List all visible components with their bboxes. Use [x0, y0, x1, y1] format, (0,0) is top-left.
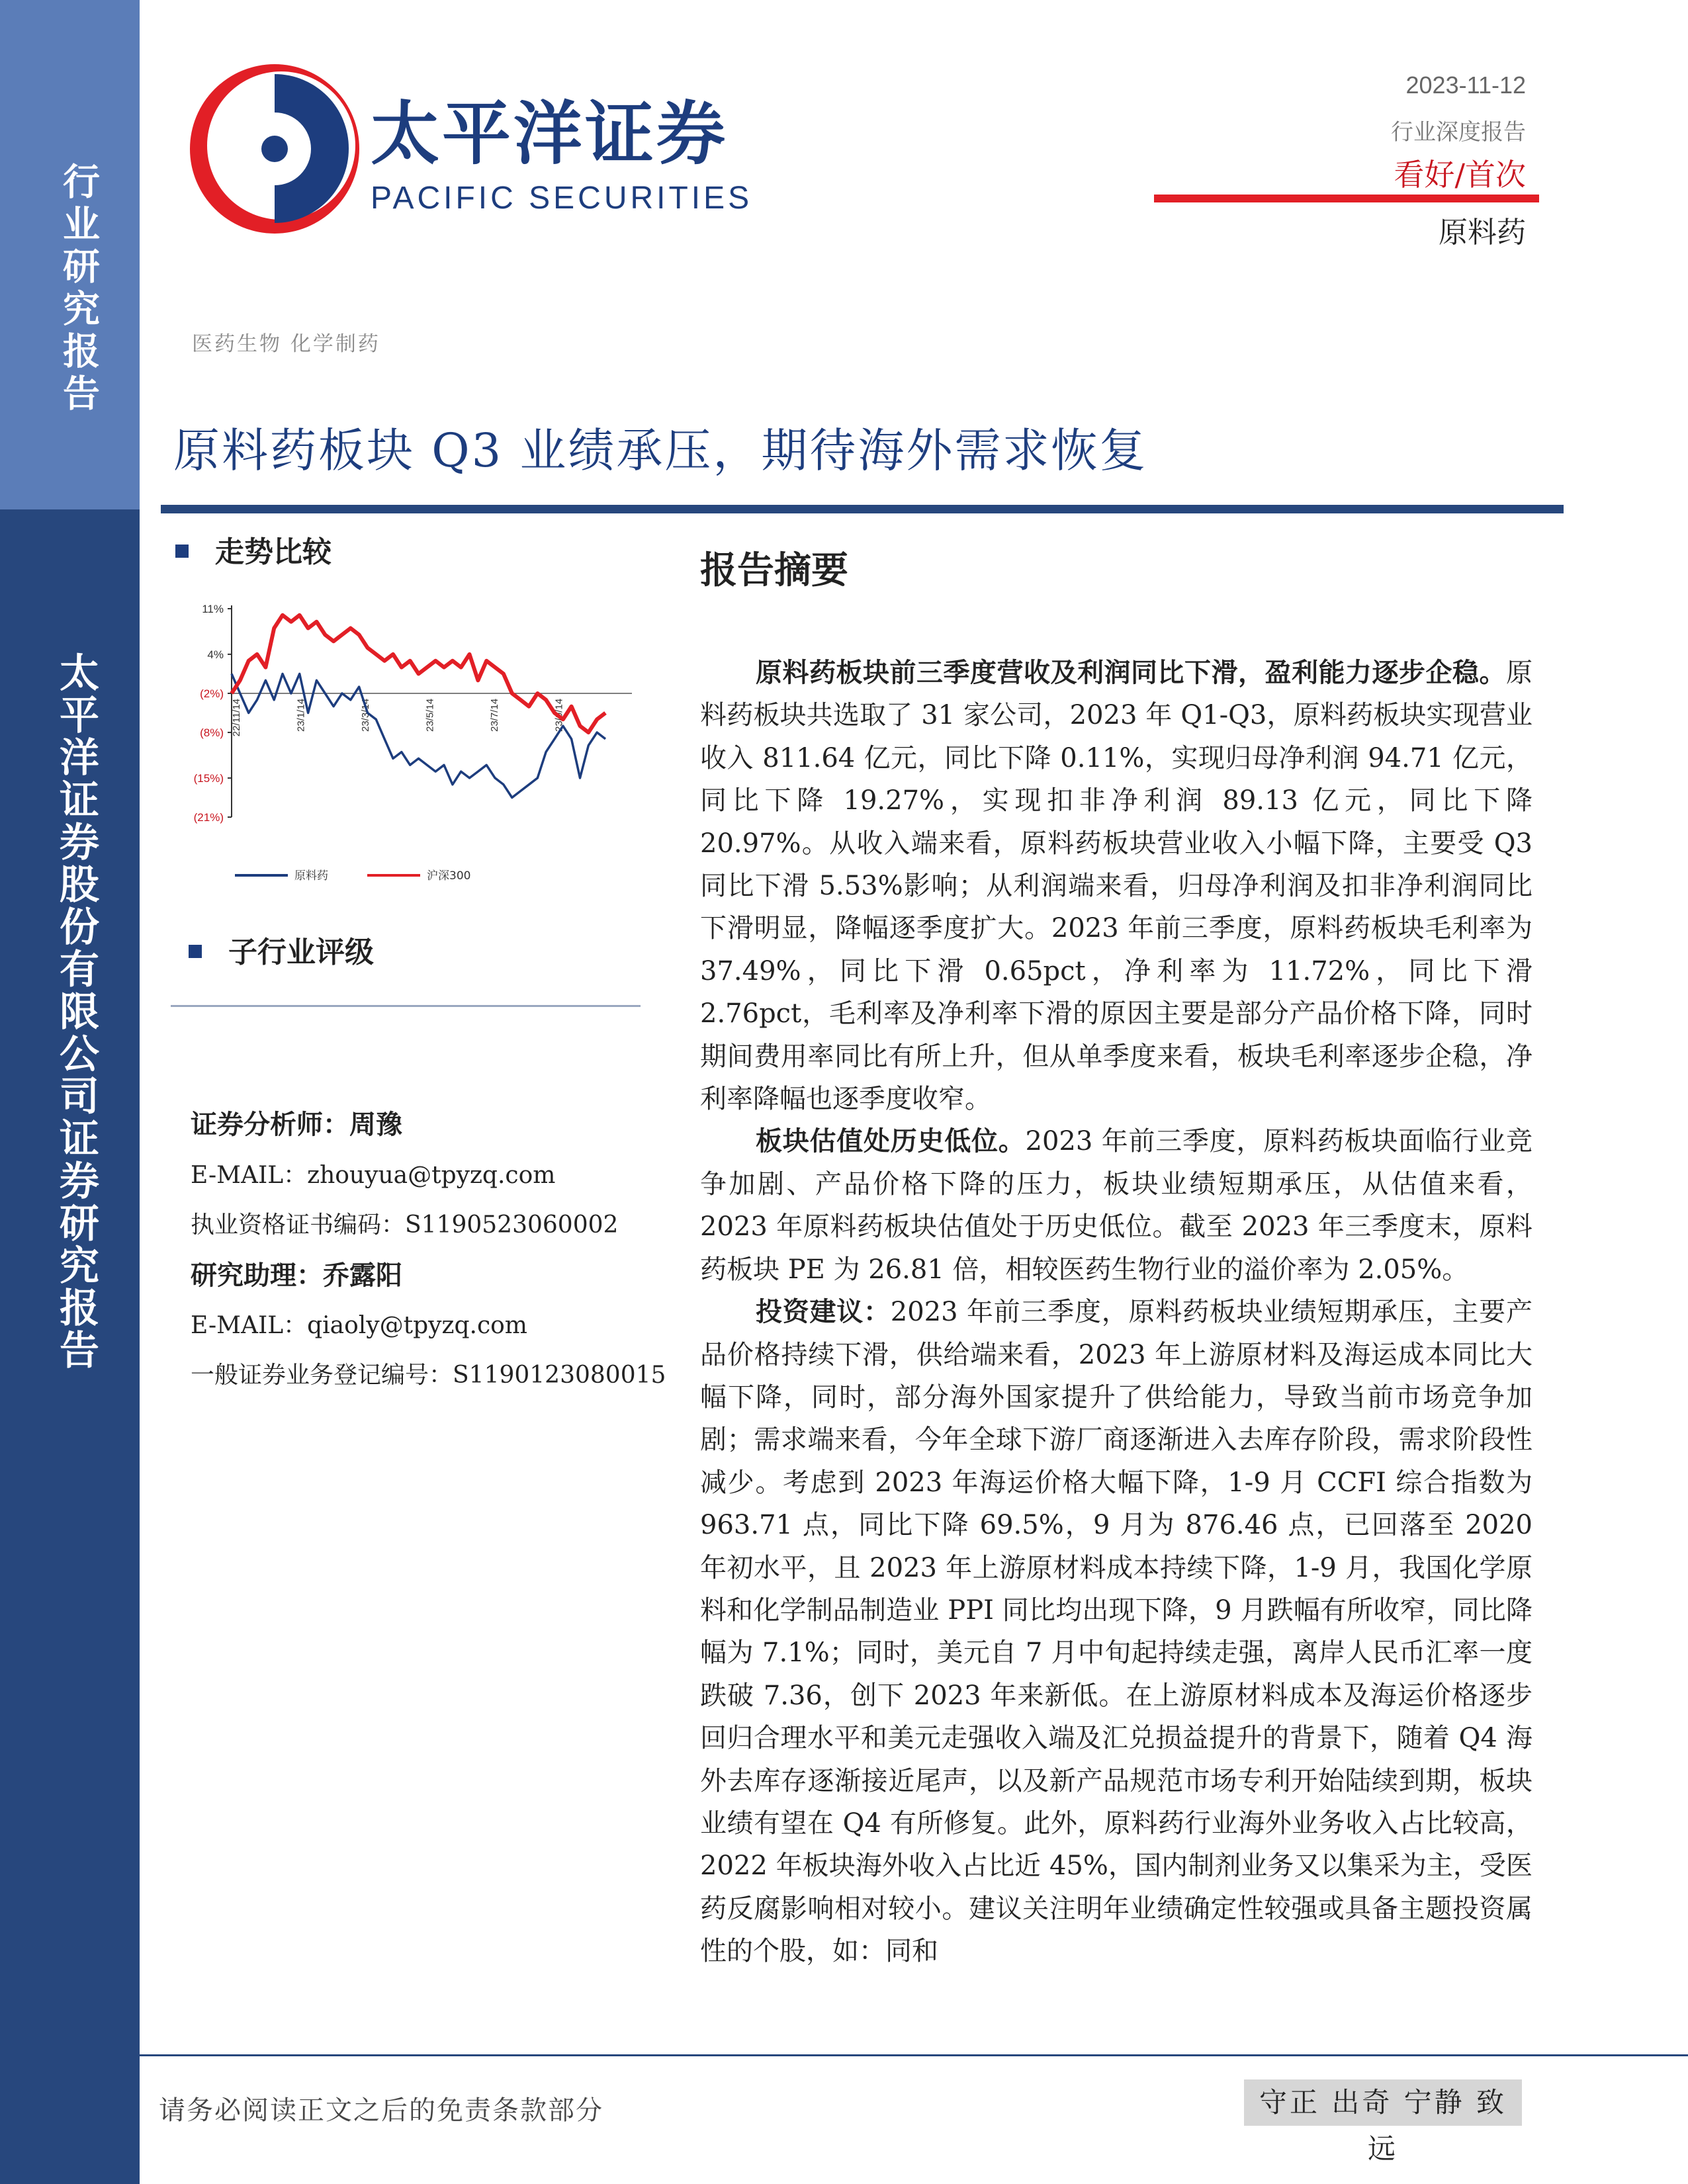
rating: 看好/首次 [1394, 157, 1526, 193]
footer-motto: 守正 出奇 宁静 致远 [1244, 2079, 1522, 2126]
chart-x-tick-label: 23/9/14 [553, 698, 565, 732]
sector-name: 原料药 [1439, 216, 1526, 249]
chart-y-tick-label: 11% [202, 603, 224, 615]
analyst-cert: 执业资格证书编码：S1190523060002 [191, 1211, 619, 1239]
footer-disclaimer: 请务必阅读正文之后的免责条款部分 [159, 2095, 603, 2126]
chart-x-tick-label: 22/11/14 [231, 698, 242, 737]
chart-x-tick-label: 23/1/14 [295, 698, 307, 732]
rating-rule [171, 1005, 641, 1007]
report-type: 行业深度报告 [1391, 119, 1526, 146]
chart-series-line [232, 615, 605, 732]
chart-legend-label: 沪深300 [427, 869, 471, 883]
page-title: 原料药板块 Q3 业绩承压，期待海外需求恢复 [173, 423, 1148, 478]
trend-chart [169, 592, 645, 903]
header-red-rule [1154, 195, 1539, 202]
trend-section-heading: 走势比较 [175, 528, 332, 570]
sidebar-company: 太平洋证券股份有限公司证券研究报告 [53, 652, 99, 1372]
chart-x-tick-label: 23/5/14 [424, 698, 436, 732]
chart-series-line [232, 674, 605, 797]
square-bullet-icon [175, 545, 189, 558]
abstract-title: 报告摘要 [700, 549, 848, 592]
analyst-name: 证券分析师：周豫 [191, 1110, 402, 1140]
industry-category: 医药生物 化学制药 [192, 332, 380, 356]
chart-y-tick-label: (2%) [200, 687, 224, 700]
logo-name-cn: 太平洋证券 [371, 93, 729, 174]
title-rule [161, 505, 1564, 513]
square-bullet-icon [189, 945, 202, 958]
chart-y-tick-label: 4% [207, 648, 224, 661]
chart-x-tick-label: 23/7/14 [489, 698, 500, 732]
chart-y-tick-label: (15%) [193, 771, 224, 785]
chart-y-tick-label: (8%) [200, 726, 224, 740]
chart-y-tick-label: (21%) [193, 811, 224, 824]
sidebar-report-type: 行业研究报告 [57, 162, 100, 416]
sub-industry-rating-heading: 子行业评级 [189, 928, 374, 971]
footer-rule [140, 2054, 1688, 2056]
analyst-email[interactable]: E-MAIL：zhouyua@tpyzq.com [191, 1162, 556, 1189]
assistant-email[interactable]: E-MAIL：qiaoly@tpyzq.com [191, 1312, 527, 1339]
abstract-paragraph-1: 原料药板块前三季度营收及利润同比下滑，盈利能力逐步企稳。原料药板块共选取了 31 家公司，2023 年 Q1-Q3，原料药板块实现营业收入 811.64 亿元，同比下降 0.11%，实现归母净利润 94.71 亿元，同比下降 19.27%，实现扣非净利润 89.13 亿元，同比下降 20.97%。从收入端来看，原料药板块营业收入小幅下降，主要受 Q3 同比下滑 5.53%影响；从利润端来看，归母净利润及扣非净利润同比下滑明显，降幅逐季度扩大。2023 年前三季度，原料药板块毛利率为 37.49%，同比下滑 0.65pct，净利率为 11.72%，同比下滑 2.76pct，毛利率及净利率下滑的原因主要是部分产品价格下降，同时期间费用率同比有所上升，但从单季度来看，板块毛利率逐步企稳，净利率降幅也逐季度收窄。 [700, 658, 1533, 1115]
chart-legend-label: 原料药 [294, 869, 328, 883]
abstract-body [700, 652, 1533, 1973]
assistant-cert: 一般证券业务登记编号：S1190123080015 [191, 1362, 666, 1389]
report-date: 2023-11-12 [1405, 71, 1526, 99]
abstract-paragraph-3: 投资建议：2023 年前三季度，原料药板块业绩短期承压，主要产品价格持续下滑，供给端来看，2023 年上游原材料及海运成本同比大幅下降，同时，部分海外国家提升了供给能力，导致当前市场竞争加剧；需求端来看，今年全球下游厂商逐渐进入去库存阶段，需求阶段性减少。考虑到 2023 年海运价格大幅下降，1-9 月 CCFI 综合指数为 963.71 点，同比下降 69.5%，9 月为 876.46 点，已回落至 2020 年初水平，且 2023 年上游原材料成本持续下降，1-9 月，我国化学原料和化学制品制造业 PPI 同比均出现下降，9 月跌幅有所收窄，同比降幅为 7.1%；同时，美元自 7 月中旬起持续走强，离岸人民币汇率一度跌破 7.36，创下 2023 年来新低。在上游原材料成本及海运价格逐步回归合理水平和美元走强收入端及汇兑损益提升的背景下，随着 Q4 海外去库存逐渐接近尾声，以及新产品规范市场专利开始陆续到期，板块业绩有望在 Q4 有所修复。此外，原料药行业海外业务收入占比较高，2022 年板块海外收入占比近 45%，国内制剂业务又以集采为主，受医药反腐影响相对较小。建议关注明年业绩确定性较强或具备主题投资属性的个股，如：同和 [700, 1297, 1533, 1967]
logo-name-en: PACIFIC SECURITIES [371, 181, 753, 216]
chart-x-tick-label: 23/3/14 [360, 698, 371, 732]
abstract-paragraph-2: 板块估值处历史低位。2023 年前三季度，原料药板块面临行业竞争加剧、产品价格下降的压力，板块业绩短期承压，从估值来看，2023 年原料药板块估值处于历史低位。截至 2023 年三季度末，原料药板块 PE 为 26.81 倍，相较医药生物行业的溢价率为 2.05%。 [700, 1126, 1533, 1285]
assistant-name: 研究助理：乔露阳 [191, 1260, 402, 1291]
